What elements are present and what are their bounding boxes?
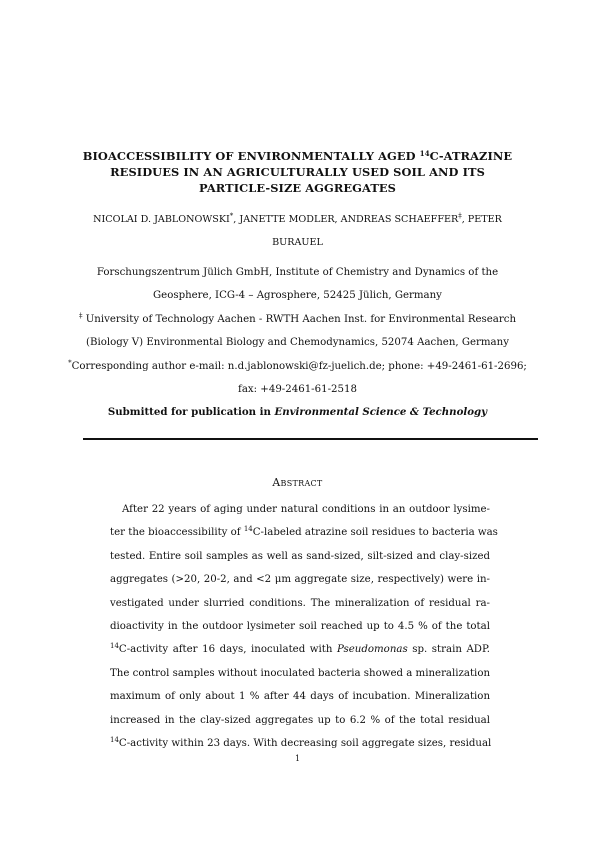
abstract-line: $^{14}$C-activity after 16 days, inoculated with Pseudomonas sp. strain ADP. xyxy=(110,642,490,656)
abstract-line: dioactivity in the outdoor lysimeter soil reached up to 4.5 % of the total xyxy=(110,621,490,633)
authors-line-1: NICOLAI D. JABLONOWSKI*, JANETTE MODLER, ANDREAS SCHAEFFER‡, PETER xyxy=(93,212,502,225)
abstract-line: maximum of only about 1 % after 44 days of incubation. Mineralization xyxy=(110,691,490,703)
affiliation-line-4: (Biology V) Environmental Biology and Chemodynamics, 52074 Aachen, Germany xyxy=(86,337,509,349)
authors-line-2: BURAUEL xyxy=(272,237,323,248)
abstract-body xyxy=(110,498,498,755)
abstract-line: tested. Entire soil samples as well as sand-sized, silt-sized and clay-sized xyxy=(110,550,490,562)
abstract-line: The control samples without inoculated bacteria showed a mineralization xyxy=(110,667,491,679)
title-line-3: PARTICLE-SIZE AGGREGATES xyxy=(198,181,397,195)
corresponding-author: *Corresponding author e-mail: n.d.jablonowski@fz-juelich.de; phone: +49-2461-61-2696; xyxy=(68,358,527,372)
affiliation-line-1: Forschungszentrum Jülich GmbH, Institute of Chemistry and Dynamics of the xyxy=(96,267,499,278)
title-line-2: RESIDUES IN AN AGRICULTURALLY USED SOIL AND ITS xyxy=(110,165,485,179)
abstract-line: vestigated under slurried conditions. The mineralization of residual ra- xyxy=(110,597,490,609)
affiliation-line-3: ‡ University of Technology Aachen - RWTH Aachen Inst. for Environmental Research xyxy=(78,311,517,325)
paper-title xyxy=(60,148,535,196)
abstract-line: $^{14}$C-activity within 23 days. With decreasing soil aggregate sizes, residual xyxy=(110,736,492,750)
abstract-heading: Abstract xyxy=(272,476,323,489)
organism-name: Pseudomonas xyxy=(336,644,408,656)
abstract-line: After 22 years of aging under natural conditions in an outdoor lysime- xyxy=(122,504,490,515)
affiliations xyxy=(64,261,531,425)
page-number: 1 xyxy=(294,754,301,763)
author-list xyxy=(70,208,525,254)
fax-line: fax: +49-2461-61-2518 xyxy=(238,384,357,396)
submission-note: Submitted for publication in Environmental Science & Technology xyxy=(107,406,488,419)
abstract-line: increased in the clay-sized aggregates up to 6.2 % of the total residual xyxy=(110,714,490,726)
journal-name: Environmental Science & Technology xyxy=(274,406,488,419)
abstract-line: ter the bioaccessibility of $^{14}$C-labeled atrazine soil residues to bacteria was xyxy=(110,525,498,539)
title-line-1: BIOACCESSIBILITY OF ENVIRONMENTALLY AGED $^{14}$C-ATRAZINE xyxy=(82,149,513,163)
affiliation-line-2: Geosphere, ICG-4 – Agrosphere, 52425 Jülich, Germany xyxy=(153,290,442,302)
abstract-line: aggregates (>20, 20-2, and <2 μm aggregate size, respectively) were in- xyxy=(110,574,490,586)
horizontal-rule xyxy=(83,438,538,440)
